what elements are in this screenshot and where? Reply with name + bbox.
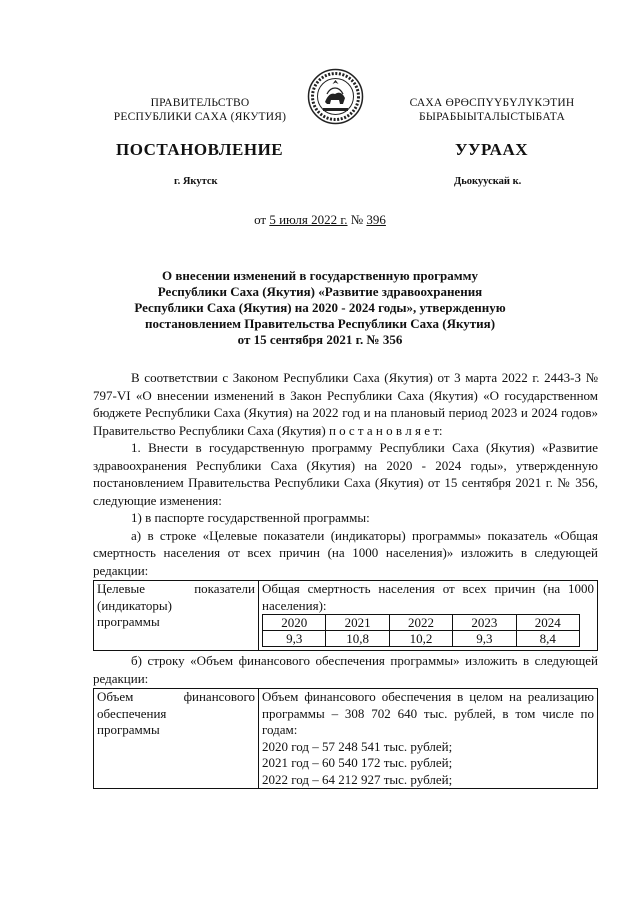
year-cell: 2021 xyxy=(326,615,389,631)
label-word: Целевые xyxy=(97,581,146,596)
financing-label-cell xyxy=(94,689,259,789)
indicator-years-table xyxy=(262,614,580,647)
value-cell: 10,8 xyxy=(326,631,389,647)
paragraph-item-1: 1. Внести в государственную программу Республики Саха (Якутия) «Развитие здравоохранения Республики Саха (Якутия) на 2020 - 2024 годы», утвержденную постановлением Правительства Республики Саха (Якутия) от 15 сентября 2021 г. № 356, следующие изменения: xyxy=(93,440,598,508)
label-word: показатели xyxy=(194,581,255,596)
year-cell: 2024 xyxy=(516,615,579,631)
label-line: обеспечения xyxy=(97,705,167,721)
years-row xyxy=(263,615,580,631)
value-cell: 9,3 xyxy=(263,631,326,647)
title-line: от 15 сентября 2021 г. № 356 xyxy=(237,332,403,347)
label-line: программы xyxy=(97,722,160,737)
title-line: О внесении изменений в государственную программу xyxy=(162,268,478,283)
value-cell: 9,3 xyxy=(453,631,516,647)
coat-of-arms-emblem xyxy=(307,68,364,125)
city-ru: г. Якутск xyxy=(174,176,218,187)
title-line: Республики Саха (Якутия) «Развитие здравоохранения xyxy=(157,284,483,299)
government-name-sah-line2: БЫРАБЫЫТАЛЫСТЫБАТА xyxy=(419,111,565,123)
label-word: финансового xyxy=(183,689,255,704)
number-sign: № xyxy=(347,212,367,227)
year-cell: 2020 xyxy=(263,615,326,631)
financing-value-cell xyxy=(259,689,598,789)
title-line: Республики Саха (Якутия) на 2020 - 2024 годы», утвержденную xyxy=(134,300,506,315)
government-name-ru-line1: ПРАВИТЕЛЬСТВО xyxy=(150,97,250,109)
document-date-line xyxy=(0,212,640,228)
city-sah: Дьокуускай к. xyxy=(454,176,522,187)
paragraph-subitem-1: 1) в паспорте государственной программы: xyxy=(131,510,370,525)
label-line: программы xyxy=(97,614,160,629)
financing-year-row: 2020 год – 57 248 541 тыс. рублей; xyxy=(262,738,453,754)
financing-year-row: 2021 год – 60 540 172 тыс. рублей; xyxy=(262,755,453,770)
government-name-ru-line2: РЕСПУБЛИКИ САХА (ЯКУТИЯ) xyxy=(113,111,287,123)
paragraph-preamble: В соответствии с Законом Республики Саха (Якутия) от 3 марта 2022 г. 2443-З № 797-VI «О внесении изменений в Закон Республики Саха (Якутия) «О государственном бюджете Республики Саха (Якутия) на 2022 год и на плановый период 2023 и 2024 годов» Правительство Республики Саха (Якутия) п о с т а н о в л я е т: xyxy=(93,370,598,438)
values-row xyxy=(263,631,580,647)
header-right xyxy=(382,96,602,124)
document-date: 5 июля 2022 г. xyxy=(269,212,348,227)
label-line: (индикаторы) xyxy=(97,597,172,613)
title-line: постановлением Правительства Республики Саха (Якутия) xyxy=(144,316,496,331)
doc-type-ru: ПОСТАНОВЛЕНИЕ xyxy=(116,140,284,159)
value-cell: 8,4 xyxy=(516,631,579,647)
indicator-value-cell xyxy=(259,581,598,651)
document-body xyxy=(93,369,598,789)
financing-intro: Объем финансового обеспечения в целом на реализацию программы – 308 702 640 тыс. рублей, в том числе по годам: xyxy=(262,689,594,737)
doc-type-sah: УУРААХ xyxy=(455,140,528,159)
indicator-name: Общая смертность населения от всех причин (на 1000 населения): xyxy=(262,581,594,613)
financing-table xyxy=(93,688,598,789)
indicator-table xyxy=(93,580,598,651)
header-left xyxy=(100,96,300,124)
document-number: 396 xyxy=(366,212,386,227)
value-cell: 10,2 xyxy=(389,631,452,647)
date-prefix: от xyxy=(254,212,270,227)
government-name-sah-line1: САХА ӨРӨСПҮҮБҮЛҮКЭТИН xyxy=(409,97,575,109)
label-word: Объем xyxy=(97,689,134,704)
financing-year-row: 2022 год – 64 212 927 тыс. рублей; xyxy=(262,771,453,787)
indicator-label-cell xyxy=(94,581,259,651)
year-cell: 2022 xyxy=(389,615,452,631)
paragraph-subitem-b: б) строку «Объем финансового обеспечения программы» изложить в следующей редакции: xyxy=(93,653,598,686)
year-cell: 2023 xyxy=(453,615,516,631)
document-title xyxy=(90,268,550,348)
paragraph-subitem-a: а) в строке «Целевые показатели (индикаторы) программы» показатель «Общая смертность населения от всех причин (на 1000 населения)» изложить в следующей редакции: xyxy=(93,527,598,578)
